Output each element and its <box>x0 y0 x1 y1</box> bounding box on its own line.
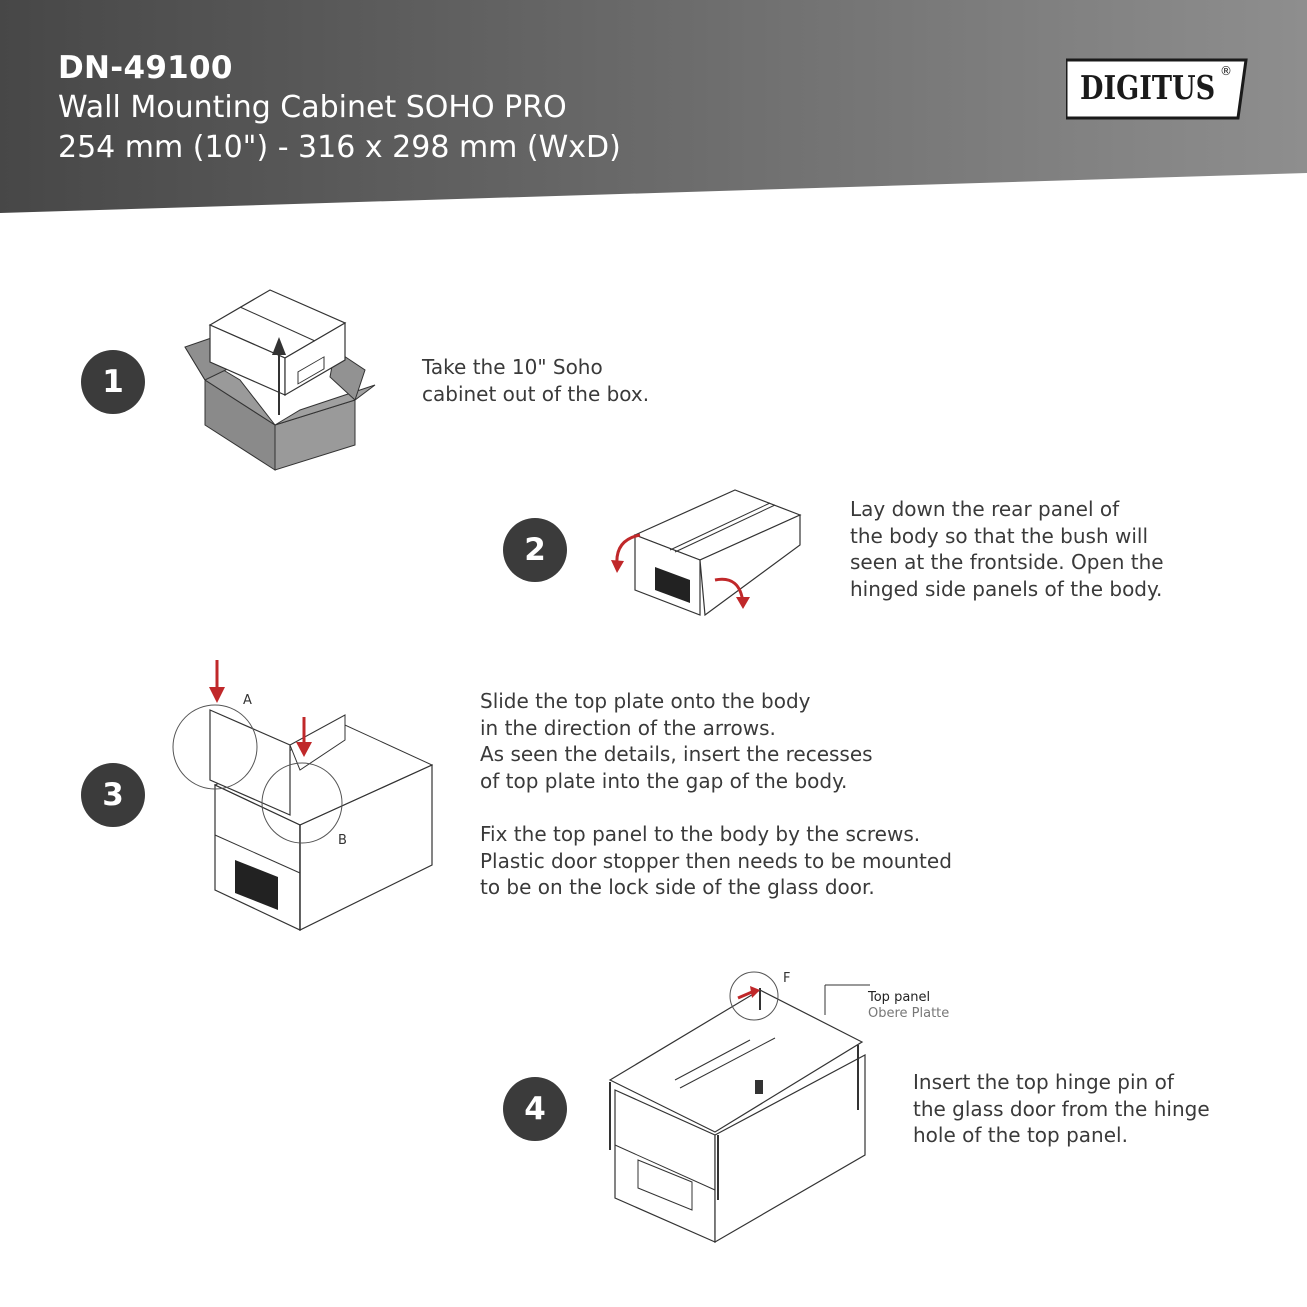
registered-mark: ® <box>1220 64 1232 78</box>
top-panel-label: Top panel <box>868 990 931 1005</box>
product-title: Wall Mounting Cabinet SOHO PRO <box>58 90 567 125</box>
step-4-badge: 4 <box>503 1077 567 1141</box>
step-1-illustration-box <box>180 285 380 475</box>
step-2-illustration-cabinet <box>605 485 815 620</box>
brand-logo <box>1066 58 1238 116</box>
detail-label-a: A <box>243 693 252 708</box>
step-4-illustration-cabinet <box>600 970 870 1250</box>
header-banner <box>0 0 1307 215</box>
detail-label-f: F <box>783 971 791 986</box>
step-4-text: Insert the top hinge pin of the glass door from the hinge hole of the top panel. <box>913 1070 1210 1148</box>
step-3-illustration-cabinet <box>170 655 445 935</box>
step-1-text: Take the 10" Soho cabinet out of the box. <box>422 355 650 406</box>
step-2-badge: 2 <box>503 518 567 582</box>
top-panel-label-de: Obere Platte <box>868 1006 950 1021</box>
step-2-text: Lay down the rear panel of the body so that the bush will seen at the frontside. Open the hinged side panels of the body. <box>850 497 1164 601</box>
step-3-badge: 3 <box>81 763 145 827</box>
brand-name: DIGITUS <box>1080 68 1216 107</box>
product-dimensions: 254 mm (10") - 316 x 298 mm (WxD) <box>58 130 621 165</box>
step-1-badge: 1 <box>81 350 145 414</box>
detail-label-b: B <box>338 833 347 848</box>
step-3-text: Slide the top plate onto the body in the direction of the arrows. As seen the details, insert the recesses of top plate into the gap of the body. Fix the top panel to the body by the screws. Plastic door stopper then needs to be mounted to be on the lock side of the glass door. <box>480 689 952 900</box>
model-number: DN-49100 <box>58 50 233 86</box>
